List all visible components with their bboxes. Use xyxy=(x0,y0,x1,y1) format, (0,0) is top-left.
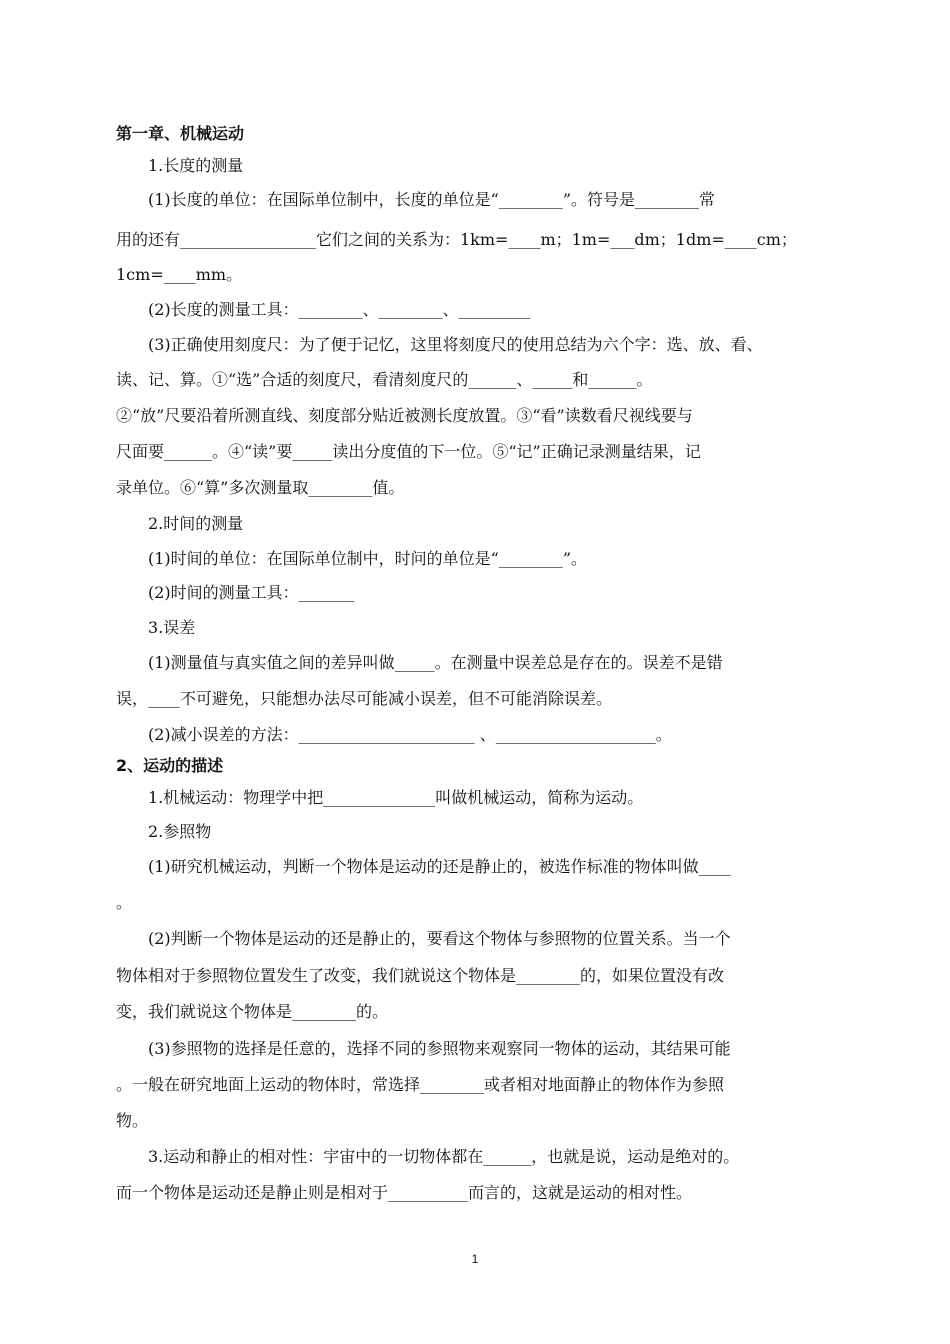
text-line: (1)测量值与真实值之间的差异叫做_____。在测量中误差总是存在的。误差不是错 xyxy=(148,653,723,672)
text-line: 物。 xyxy=(116,1111,149,1130)
text-line: 读、记、算。①“选”合适的刻度尺，看清刻度尺的______、_____和______。 xyxy=(116,370,653,389)
text-line: 变，我们就说这个物体是________的。 xyxy=(116,1002,389,1021)
section-title-reference: 2.参照物 xyxy=(148,822,212,841)
text-line: 尺面要______。④“读”要_____读出分度值的下一位。⑤“记”正确记录测量结果，记 xyxy=(116,442,701,461)
text-line: 误，____不可避免，只能想办法尽可能减小误差，但不可能消除误差。 xyxy=(116,689,613,708)
text-line: (1)长度的单位：在国际单位制中，长度的单位是“________”。符号是________常 xyxy=(148,190,716,209)
text-line: (2)时间的测量工具：_______ xyxy=(148,583,355,602)
chapter-heading: 第一章、机械运动 xyxy=(116,124,245,143)
chapter-heading: 2、运动的描述 xyxy=(116,756,224,775)
text-line: (2)判断一个物体是运动的还是静止的，要看这个物体与参照物的位置关系。当一个 xyxy=(148,929,731,948)
text-line: ②“放”尺要沿着所测直线、刻度部分贴近被测长度放置。③“看”读数看尺视线要与 xyxy=(116,406,693,425)
text-line: (2)长度的测量工具：________、________、_________ xyxy=(148,300,531,319)
page-number: 1 xyxy=(471,1252,479,1266)
text-line: (3)正确使用刻度尺：为了便于记忆，这里将刻度尺的使用总结为六个字：选、放、看、 xyxy=(148,335,763,354)
text-line: 。 xyxy=(116,893,133,912)
text-line: (1)时间的单位：在国际单位制中，时问的单位是“________”。 xyxy=(148,549,588,568)
text-line: 而一个物体是运动还是静止则是相对于__________而言的，这就是运动的相对性。 xyxy=(116,1183,693,1202)
section-title-error: 3.误差 xyxy=(148,618,196,637)
text-line: (1)研究机械运动，判断一个物体是运动的还是静止的，被选作标准的物体叫做____ xyxy=(148,857,731,876)
text-line: 用的还有_________________它们之间的关系为：1km=____m；1m=___dm；1dm=____cm； xyxy=(116,230,797,249)
text-line: 1cm=____mm。 xyxy=(116,265,243,284)
text-line: 1.机械运动：物理学中把______________叫做机械运动，简称为运动。 xyxy=(148,788,644,807)
text-line: 录单位。⑥“算”多次测量取________值。 xyxy=(116,478,405,497)
text-line: 。一般在研究地面上运动的物体时，常选择________或者相对地面静止的物体作为参照 xyxy=(116,1075,725,1094)
section-title-time: 2.时间的测量 xyxy=(148,514,244,533)
section-title-length: 1.长度的测量 xyxy=(148,156,244,175)
text-line: 物体相对于参照物位置发生了改变，我们就说这个物体是________的，如果位置没有改 xyxy=(116,966,725,985)
text-line: (2)减小误差的方法：______________________ 、____________________。 xyxy=(148,725,672,744)
text-line: 3.运动和静止的相对性：宇宙中的一切物体都在______，也就是说，运动是绝对的。 xyxy=(148,1147,740,1166)
text-line: (3)参照物的选择是任意的，选择不同的参照物来观察同一物体的运动，其结果可能 xyxy=(148,1039,731,1058)
